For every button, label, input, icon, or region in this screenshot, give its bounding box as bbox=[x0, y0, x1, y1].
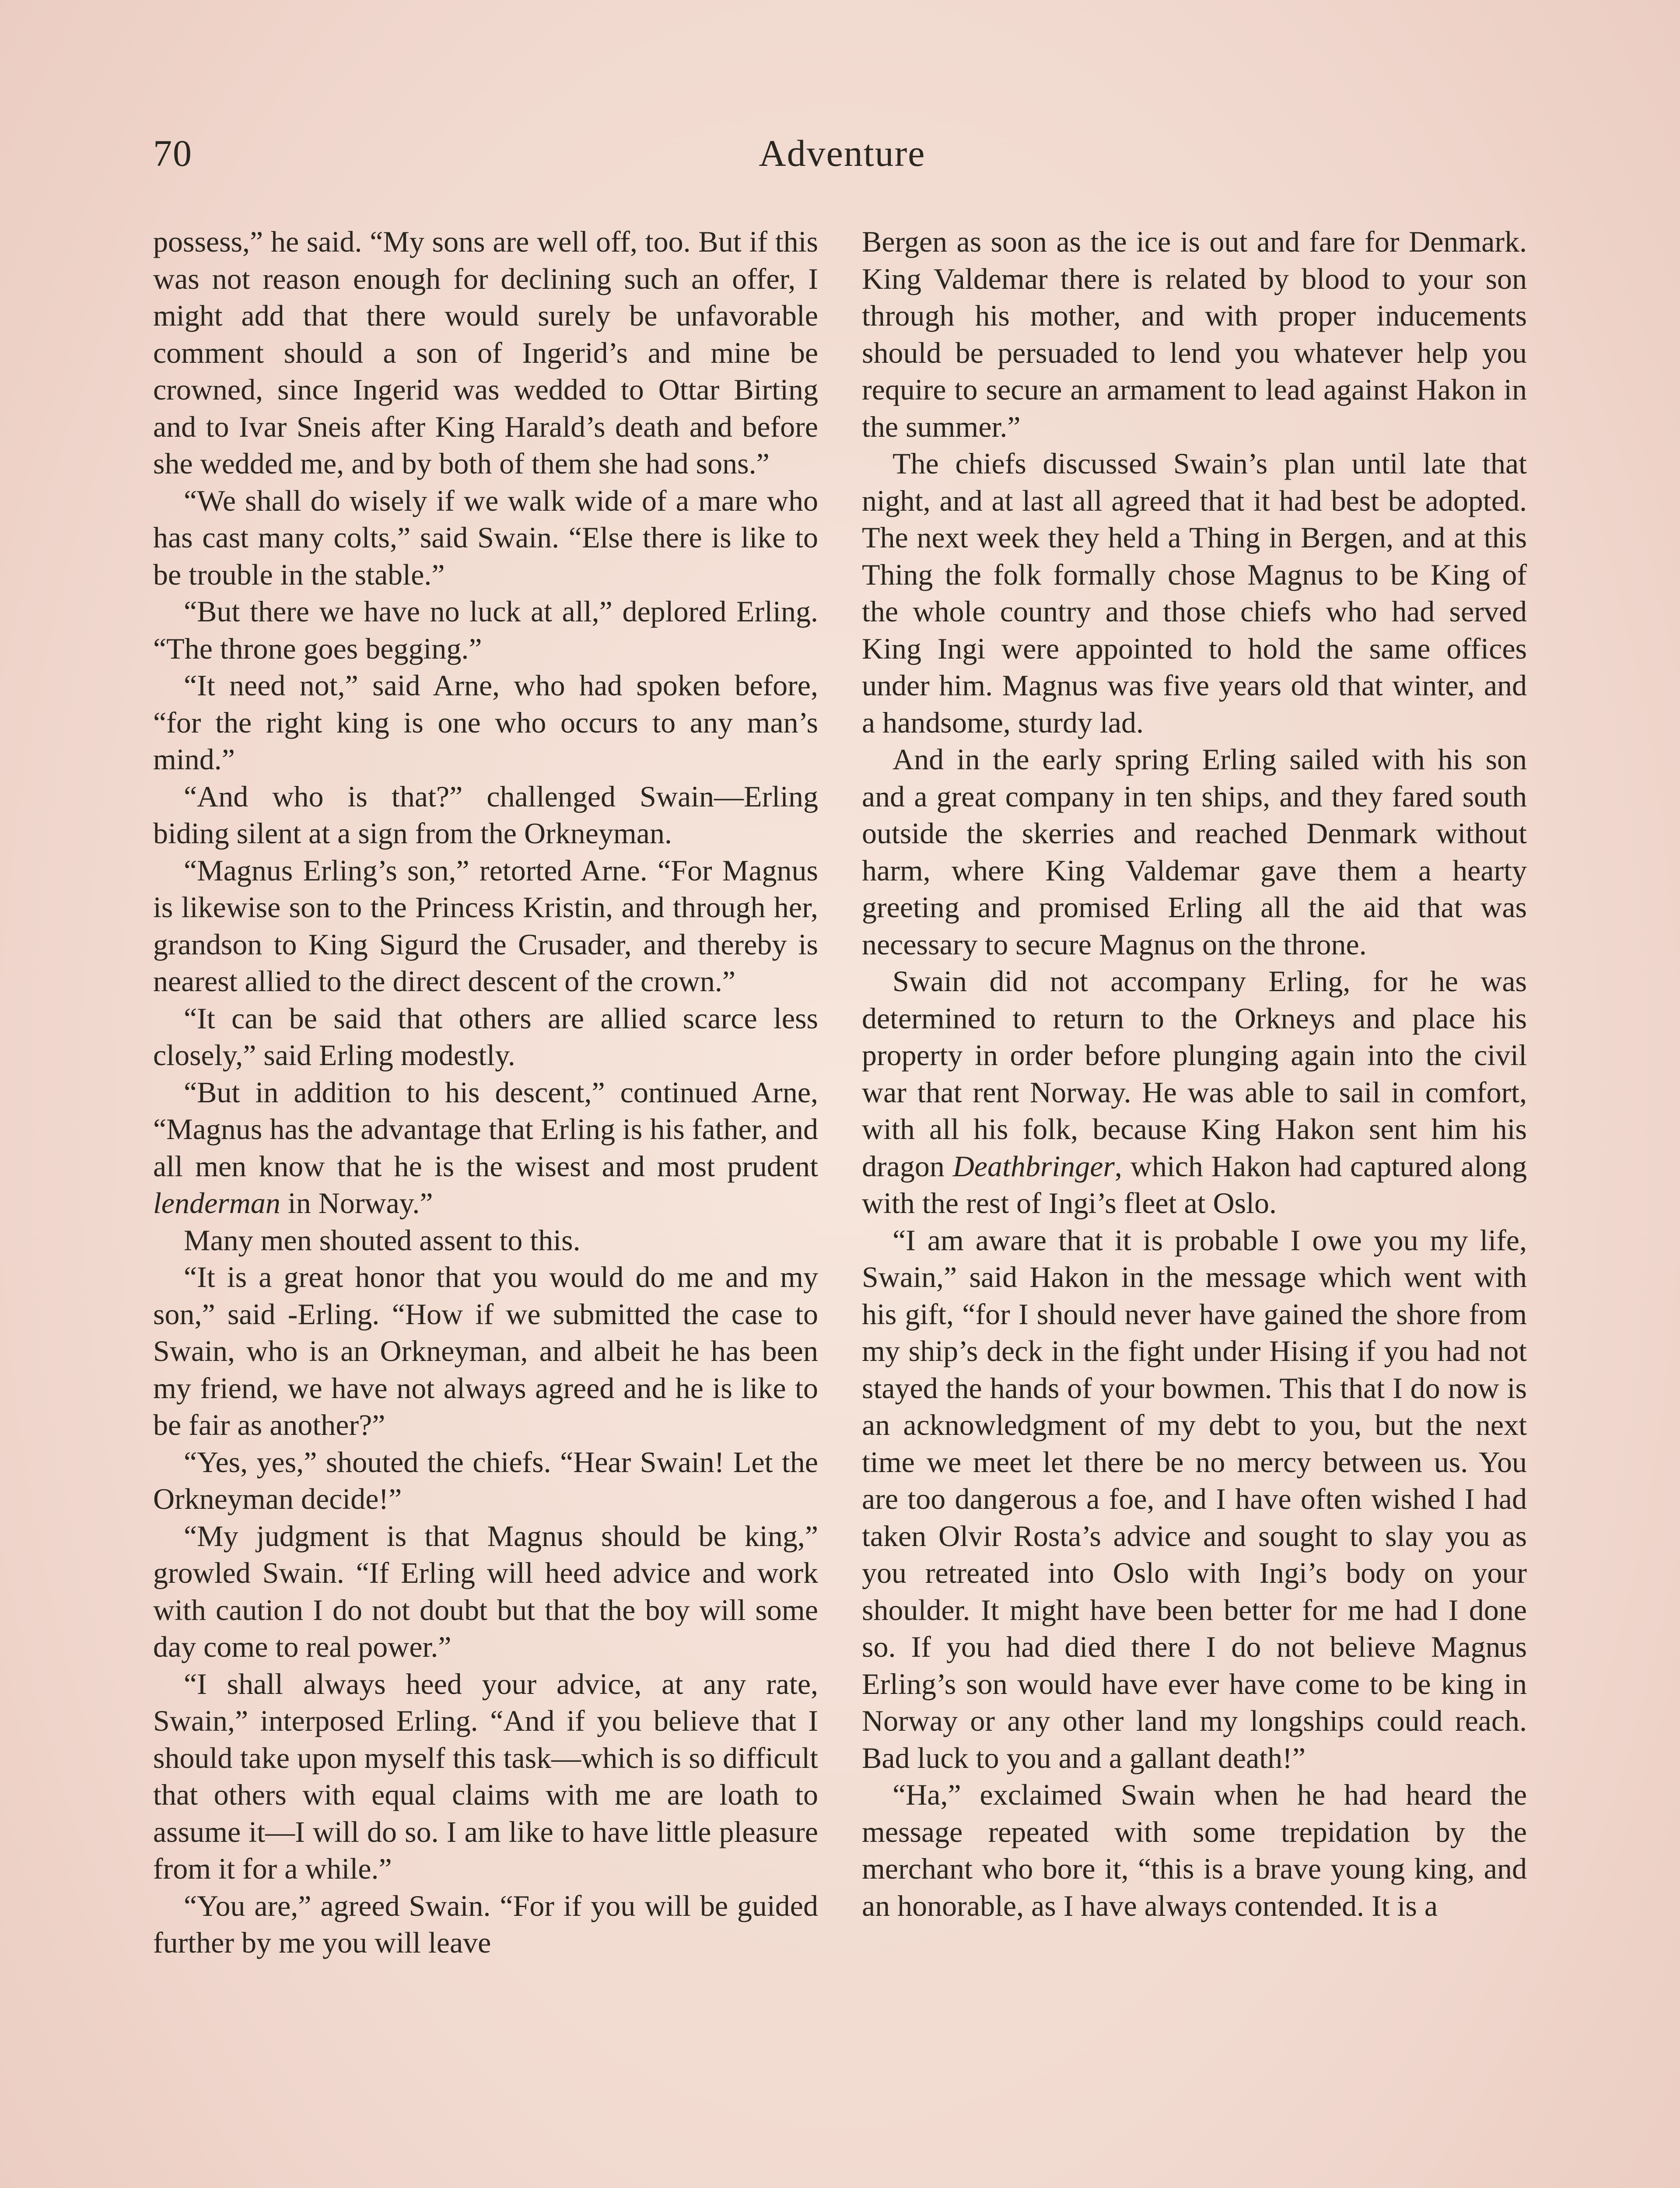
paragraph bbox=[153, 1074, 818, 1222]
paragraph: “It need not,” said Arne, who had spoken before, “for the right king is one who occurs to any man’s mind.” bbox=[153, 669, 818, 776]
page-header bbox=[153, 127, 1531, 188]
paragraph: “It can be said that others are allied scarce less closely,” said Erling modestly. bbox=[153, 1001, 818, 1072]
paragraph: “I shall always heed your advice, at any rate, Swain,” interposed Erling. “And if you believe that I should take upon myself this task—which is so difficult that others with equal claims with me are loath to assume it—I will do so. I am like to have little pleasure from it for a while.” bbox=[153, 1667, 818, 1885]
paragraph-text: Swain did not accompany Erling, for he was determined to return to the Orkneys and place his property in order before plunging again into the civil war that rent Norway. He was able to sail in comfort, with all his folk, because King Hakon sent him his dragon bbox=[862, 964, 1527, 1183]
paragraph: “Magnus Erling’s son,” retorted Arne. “For Magnus is likewise son to the Princess Kristin, and through her, grandson to King Sigurd the Crusader, and thereby is nearest allied to the direct descent of the crown.” bbox=[153, 853, 818, 998]
paragraph: possess,” he said. “My sons are well off, too. But if this was not reason enough for declining such an offer, I might add that there would surely be unfavorable comment should a son of Ingerid’s and mine be crowned, since Ingerid was wedded to Ottar Birting and to Ivar Sneis after King Harald’s death and before she wedded me, and by both of them she had sons.” bbox=[153, 225, 818, 480]
paragraph-text: in Norway.” bbox=[280, 1186, 433, 1220]
paragraph: “My judgment is that Magnus should be king,” growled Swain. “If Erling will heed advice and work with caution I do not doubt but that the boy will some day come to real power.” bbox=[153, 1519, 818, 1663]
paragraph-text: , which Hakon had captured along with the rest of Ingi’s fleet at Oslo. bbox=[862, 1149, 1527, 1220]
paragraph: “I am aware that it is probable I owe you my life, Swain,” said Hakon in the message which went with his gift, “for I should never have gained the shore from my ship’s deck in the fight under Hising if you had not stayed the hands of your bowmen. This that I do now is an acknowledgment of my debt to you, but the next time we meet let there be no mercy between us. You are too dangerous a foe, and I have often wished I had taken Olvir Rosta’s advice and sought to slay you as you retreated into Oslo with Ingi’s body on your shoulder. It might have been better for me had I done so. If you had died there I do not believe Magnus Erling’s son would have ever have come to be king in Norway or any other land my longships could reach. Bad luck to you and a gallant death!” bbox=[862, 1223, 1527, 1774]
paragraph: The chiefs discussed Swain’s plan until late that night, and at last all agreed that it had best be adopted. The next week they held a Thing in Bergen, and at this Thing the folk formally chose Magnus to be King of the whole country and those chiefs who had served King Ingi were appointed to hold the same offices under him. Magnus was five years old that winter, and a handsome, sturdy lad. bbox=[862, 447, 1527, 739]
italic-ship-name: Deathbringer bbox=[952, 1149, 1115, 1183]
paragraph: “You are,” agreed Swain. “For if you will be guided further by me you will leave bbox=[153, 1889, 818, 1959]
paragraph: “We shall do wisely if we walk wide of a mare who has cast many colts,” said Swain. “Else there is like to be trouble in the stable.” bbox=[153, 484, 818, 591]
paragraph: “And who is that?” challenged Swain—Erling biding silent at a sign from the Orkneyman. bbox=[153, 779, 818, 850]
paragraph: Bergen as soon as the ice is out and fare for Denmark. King Valdemar there is related by blood to your son through his mother, and with proper inducements should be persuaded to lend you whatever help you require to secure an armament to lead against Hakon in the summer.” bbox=[862, 225, 1527, 443]
paragraph bbox=[862, 963, 1527, 1222]
paragraph: Many men shouted assent to this. bbox=[184, 1223, 581, 1257]
paragraph: “Yes, yes,” shouted the chiefs. “Hear Swain! Let the Orkneyman decide!” bbox=[153, 1445, 818, 1515]
paragraph: “It is a great honor that you would do me and my son,” said -Erling. “How if we submitted the case to Swain, who is an Orkneyman, and albeit he has been my friend, we have not always agreed and he is like to be fair as another?” bbox=[153, 1260, 818, 1441]
right-column bbox=[862, 223, 1527, 1924]
page-number: 70 bbox=[153, 132, 192, 174]
italic-term: lenderman bbox=[153, 1186, 280, 1220]
paragraph: And in the early spring Erling sailed with his son and a great company in ten ships, and they fared south outside the skerries and reached Denmark without harm, where King Valdemar gave them a hearty greeting and promised Erling all the aid that was necessary to secure Magnus on the throne. bbox=[862, 743, 1527, 961]
running-title: Adventure bbox=[759, 132, 926, 174]
paragraph: “But there we have no luck at all,” deplored Erling. “The throne goes begging.” bbox=[153, 595, 818, 665]
paragraph: “Ha,” exclaimed Swain when he had heard the message repeated with some trepidation by the merchant who bore it, “this is a brave young king, and an honorable, as I have always contended. It is a bbox=[862, 1778, 1527, 1922]
paragraph-text: “But in addition to his descent,” continued Arne, “Magnus has the advantage that Erling is his father, and all men know that he is the wisest and most prudent bbox=[153, 1075, 818, 1183]
left-column bbox=[153, 223, 818, 1961]
